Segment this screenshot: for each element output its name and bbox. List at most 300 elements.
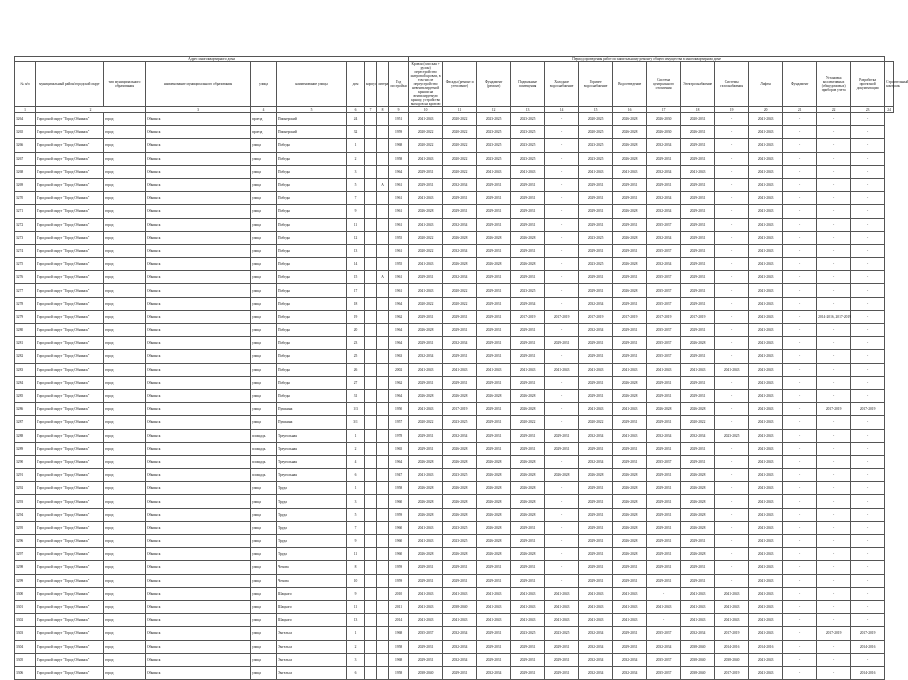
cell-period: 2029-2031 bbox=[545, 442, 579, 455]
cell-period: - bbox=[545, 455, 579, 468]
cell-ul: улица bbox=[251, 218, 277, 231]
cell-period: 2032-2034 bbox=[443, 627, 477, 640]
cell-period: - bbox=[817, 363, 851, 376]
table-row bbox=[15, 455, 894, 468]
cell-l bbox=[377, 521, 389, 534]
cell-id: 3287 bbox=[15, 416, 36, 429]
cell-god: 1961 bbox=[389, 178, 409, 191]
cell-ul: улица bbox=[251, 297, 277, 310]
cell-god: 1958 bbox=[389, 666, 409, 679]
cell-period: 2041-2043 bbox=[715, 600, 749, 613]
cell-period: 2029-2031 bbox=[511, 666, 545, 679]
cell-k bbox=[365, 337, 377, 350]
cell-period: - bbox=[715, 521, 749, 534]
cell-dom: 9 bbox=[347, 205, 365, 218]
cell-rai: Городской округ "Город Обнинск" bbox=[36, 442, 104, 455]
cell-period: 2029-2031 bbox=[511, 337, 545, 350]
cell-period: 2029-2031 bbox=[647, 574, 681, 587]
cell-tip: город bbox=[104, 614, 146, 627]
cell-name: Пушкина bbox=[277, 403, 347, 416]
cell-mo: Обнинск bbox=[146, 508, 251, 521]
cell-period: - bbox=[715, 482, 749, 495]
cell-name: Пионерский bbox=[277, 126, 347, 139]
cell-period: 2041-2043 bbox=[749, 587, 783, 600]
cell-rai: Городской округ "Город Обнинск" bbox=[36, 561, 104, 574]
table-row bbox=[15, 521, 894, 534]
cell-name: Шацкого bbox=[277, 587, 347, 600]
cell-period: - bbox=[783, 350, 817, 363]
cell-mo: Обнинск bbox=[146, 482, 251, 495]
cell-period: - bbox=[817, 416, 851, 429]
cell-ul: площадь bbox=[251, 469, 277, 482]
cell-period: 2026-2028 bbox=[409, 324, 443, 337]
cell-period: - bbox=[783, 469, 817, 482]
cell-god: 1961 bbox=[389, 205, 409, 218]
cell-god: 2014 bbox=[389, 614, 409, 627]
cell-mo: Обнинск bbox=[146, 653, 251, 666]
cell-rai: Городской округ "Город Обнинск" bbox=[36, 244, 104, 257]
cell-mo: Обнинск bbox=[146, 337, 251, 350]
cell-period: 2023-2025 bbox=[477, 139, 511, 152]
cell-period: 2029-2031 bbox=[443, 192, 477, 205]
cell-period: 2029-2031 bbox=[477, 561, 511, 574]
cell-ul: улица bbox=[251, 495, 277, 508]
cell-period: 2041-2043 bbox=[749, 442, 783, 455]
cell-period: 2023-2025 bbox=[511, 139, 545, 152]
cell-period: - bbox=[851, 548, 885, 561]
table-row bbox=[15, 666, 894, 679]
cell-name: Труда bbox=[277, 482, 347, 495]
cell-period: 2041-2043 bbox=[477, 600, 511, 613]
cell-period: 2029-2031 bbox=[613, 192, 647, 205]
table-row bbox=[15, 324, 894, 337]
cell-period: 2029-2031 bbox=[511, 640, 545, 653]
cell-period: 2029-2031 bbox=[409, 442, 443, 455]
cell-mo: Обнинск bbox=[146, 376, 251, 389]
cell-mo: Обнинск bbox=[146, 389, 251, 402]
cell-period: 2029-2031 bbox=[579, 271, 613, 284]
cell-period: 2026-2028 bbox=[409, 389, 443, 402]
cell-period: 2029-2031 bbox=[681, 139, 715, 152]
cell-god: 1961 bbox=[389, 192, 409, 205]
cell-period: - bbox=[817, 574, 851, 587]
table-row bbox=[15, 297, 894, 310]
cell-period: 2032-2034 bbox=[647, 429, 681, 442]
cell-period: 2014-2016, 2017-2019 bbox=[817, 310, 851, 323]
column-number: 15 bbox=[579, 107, 613, 113]
cell-ul: улица bbox=[251, 192, 277, 205]
cell-period: - bbox=[783, 231, 817, 244]
cell-period: 2029-2031 bbox=[613, 271, 647, 284]
cell-rai: Городской округ "Город Обнинск" bbox=[36, 482, 104, 495]
cell-period: 2041-2043 bbox=[511, 614, 545, 627]
cell-period: 2029-2031 bbox=[647, 482, 681, 495]
cell-period: 2032-2034 bbox=[579, 324, 613, 337]
cell-id: 3270 bbox=[15, 192, 36, 205]
cell-period: - bbox=[783, 165, 817, 178]
cell-period: - bbox=[817, 218, 851, 231]
cell-period: 2026-2028 bbox=[613, 548, 647, 561]
cell-period: 2041-2043 bbox=[409, 614, 443, 627]
cell-period: 2029-2031 bbox=[579, 350, 613, 363]
cell-l bbox=[377, 587, 389, 600]
cell-id: 3267 bbox=[15, 152, 36, 165]
cell-period: - bbox=[851, 455, 885, 468]
cell-mo: Обнинск bbox=[146, 113, 251, 126]
cell-mo: Обнинск bbox=[146, 192, 251, 205]
cell-k bbox=[365, 192, 377, 205]
cell-period: 2041-2043 bbox=[749, 337, 783, 350]
cell-period: - bbox=[545, 482, 579, 495]
cell-period: 2032-2034 bbox=[613, 653, 647, 666]
cell-tip: город bbox=[104, 600, 146, 613]
cell-period: 2017-2019 bbox=[545, 310, 579, 323]
column-header: Электроснабжение bbox=[681, 62, 715, 107]
cell-id: 3297 bbox=[15, 548, 36, 561]
cell-mo: Обнинск bbox=[146, 548, 251, 561]
table-row bbox=[15, 258, 894, 271]
cell-god: 1978 bbox=[389, 429, 409, 442]
cell-period: 2035-2037 bbox=[647, 324, 681, 337]
cell-god: 1968 bbox=[389, 627, 409, 640]
cell-l bbox=[377, 231, 389, 244]
cell-period: 2041-2043 bbox=[749, 482, 783, 495]
column-number: 12 bbox=[477, 107, 511, 113]
cell-period: - bbox=[817, 561, 851, 574]
cell-period: - bbox=[545, 389, 579, 402]
column-header: Подвальные помещения bbox=[511, 62, 545, 107]
cell-period: - bbox=[851, 192, 885, 205]
cell-k bbox=[365, 535, 377, 548]
cell-period: 2029-2031 bbox=[579, 548, 613, 561]
cell-period: - bbox=[545, 205, 579, 218]
cell-period: 2032-2034 bbox=[579, 429, 613, 442]
cell-tip: город bbox=[104, 561, 146, 574]
cell-period: - bbox=[715, 574, 749, 587]
cell-period: 2041-2043 bbox=[409, 600, 443, 613]
cell-name: Пушкина bbox=[277, 416, 347, 429]
cell-tip: город bbox=[104, 258, 146, 271]
cell-period: 2041-2043 bbox=[477, 363, 511, 376]
cell-period: - bbox=[545, 271, 579, 284]
cell-period: 2023-2025 bbox=[477, 113, 511, 126]
cell-period: - bbox=[783, 521, 817, 534]
cell-period: - bbox=[715, 310, 749, 323]
cell-period: 2029-2031 bbox=[409, 561, 443, 574]
cell-period: 2023-2025 bbox=[511, 284, 545, 297]
cell-period: - bbox=[817, 469, 851, 482]
cell-id: 3302 bbox=[15, 614, 36, 627]
cell-period: 2029-2031 bbox=[477, 297, 511, 310]
cell-rai: Городской округ "Город Обнинск" bbox=[36, 192, 104, 205]
cell-period: - bbox=[545, 416, 579, 429]
cell-period: 2029-2031 bbox=[613, 574, 647, 587]
cell-k bbox=[365, 482, 377, 495]
cell-period: 2041-2043 bbox=[749, 548, 783, 561]
column-header: дом bbox=[347, 62, 365, 107]
cell-period: - bbox=[647, 614, 681, 627]
cell-period: 2029-2031 bbox=[647, 442, 681, 455]
column-number: 5 bbox=[277, 107, 347, 113]
cell-period: 2029-2031 bbox=[477, 244, 511, 257]
cell-period: 2041-2043 bbox=[749, 324, 783, 337]
column-number: 10 bbox=[409, 107, 443, 113]
cell-period: 2029-2031 bbox=[443, 574, 477, 587]
cell-dom: 27 bbox=[347, 376, 365, 389]
cell-id: 3281 bbox=[15, 337, 36, 350]
cell-mo: Обнинск bbox=[146, 284, 251, 297]
cell-period: 2029-2031 bbox=[511, 218, 545, 231]
cell-period: - bbox=[715, 205, 749, 218]
cell-rai: Городской округ "Город Обнинск" bbox=[36, 297, 104, 310]
cell-period: 2029-2031 bbox=[511, 192, 545, 205]
cell-period: - bbox=[545, 574, 579, 587]
cell-period: - bbox=[715, 271, 749, 284]
cell-period: 2041-2043 bbox=[681, 614, 715, 627]
cell-period: 2035-2037 bbox=[409, 627, 443, 640]
cell-god: 1957 bbox=[389, 416, 409, 429]
cell-name: Чехова bbox=[277, 574, 347, 587]
cell-god: 1961 bbox=[389, 271, 409, 284]
cell-period: - bbox=[817, 258, 851, 271]
cell-period: 2032-2034 bbox=[681, 429, 715, 442]
cell-period: 2026-2028 bbox=[613, 205, 647, 218]
table-row bbox=[15, 337, 894, 350]
cell-period: 2029-2031 bbox=[409, 310, 443, 323]
cell-period: 2032-2034 bbox=[579, 627, 613, 640]
column-number: 1 bbox=[15, 107, 36, 113]
cell-name: Треугольная bbox=[277, 455, 347, 468]
cell-period: 2026-2028 bbox=[477, 258, 511, 271]
cell-rai: Городской округ "Город Обнинск" bbox=[36, 455, 104, 468]
cell-period: - bbox=[851, 271, 885, 284]
cell-period: 2026-2028 bbox=[511, 403, 545, 416]
cell-god: 1958 bbox=[389, 640, 409, 653]
cell-period: 2041-2043 bbox=[749, 218, 783, 231]
cell-id: 3271 bbox=[15, 205, 36, 218]
cell-period: 2041-2043 bbox=[749, 600, 783, 613]
cell-period: 2029-2031 bbox=[579, 495, 613, 508]
cell-period: 2029-2031 bbox=[443, 376, 477, 389]
cell-period: 2029-2031 bbox=[409, 337, 443, 350]
column-header: тип муниципального образования bbox=[104, 62, 146, 107]
cell-k bbox=[365, 297, 377, 310]
cell-id: 3305 bbox=[15, 653, 36, 666]
cell-period: - bbox=[851, 231, 885, 244]
cell-ul: улица bbox=[251, 508, 277, 521]
cell-period: 2026-2028 bbox=[613, 126, 647, 139]
cell-l bbox=[377, 508, 389, 521]
cell-period: 2017-2019 bbox=[681, 310, 715, 323]
cell-period: 2041-2043 bbox=[477, 587, 511, 600]
cell-l bbox=[377, 482, 389, 495]
cell-period: 2041-2043 bbox=[409, 152, 443, 165]
cell-period: 2014-2016 bbox=[851, 640, 885, 653]
cell-period: - bbox=[851, 218, 885, 231]
cell-period: - bbox=[545, 178, 579, 191]
cell-period: 2041-2043 bbox=[715, 363, 749, 376]
cell-period: - bbox=[851, 574, 885, 587]
cell-period: 2041-2043 bbox=[749, 627, 783, 640]
cell-mo: Обнинск bbox=[146, 231, 251, 244]
cell-period: 2029-2031 bbox=[477, 350, 511, 363]
table-header bbox=[15, 57, 908, 113]
cell-period: 2041-2043 bbox=[579, 614, 613, 627]
cell-tip: город bbox=[104, 416, 146, 429]
cell-dom: 19 bbox=[347, 310, 365, 323]
cell-id: 3276 bbox=[15, 271, 36, 284]
cell-period: 2038-2040 bbox=[715, 653, 749, 666]
cell-period: 2029-2031 bbox=[613, 442, 647, 455]
cell-rai: Городской округ "Город Обнинск" bbox=[36, 165, 104, 178]
cell-k bbox=[365, 587, 377, 600]
cell-rai: Городской округ "Город Обнинск" bbox=[36, 113, 104, 126]
cell-period: 2032-2034 bbox=[477, 666, 511, 679]
cell-period: 2029-2034 bbox=[511, 297, 545, 310]
cell-period: - bbox=[817, 244, 851, 257]
cell-dom: 32 bbox=[347, 126, 365, 139]
cell-period: - bbox=[783, 244, 817, 257]
cell-id: 3295 bbox=[15, 521, 36, 534]
cell-l bbox=[377, 165, 389, 178]
cell-period: 2032-2034 bbox=[647, 231, 681, 244]
cell-period: 2029-2031 bbox=[477, 178, 511, 191]
cell-period: 2041-2043 bbox=[749, 126, 783, 139]
cell-period: 2020-2025 bbox=[579, 113, 613, 126]
cell-period: 2038-2040 bbox=[443, 600, 477, 613]
cell-period: - bbox=[715, 284, 749, 297]
cell-period: 2023-2025 bbox=[443, 416, 477, 429]
cell-ul: улица bbox=[251, 403, 277, 416]
cell-period: 2020-2022 bbox=[409, 139, 443, 152]
cell-id: 3274 bbox=[15, 244, 36, 257]
cell-rai: Городской округ "Город Обнинск" bbox=[36, 495, 104, 508]
cell-rai: Городской округ "Город Обнинск" bbox=[36, 574, 104, 587]
cell-period: 2029-2031 bbox=[511, 442, 545, 455]
table-row bbox=[15, 310, 894, 323]
cell-period: - bbox=[851, 508, 885, 521]
cell-period: 2041-2043 bbox=[613, 363, 647, 376]
cell-ul: улица bbox=[251, 337, 277, 350]
cell-god: 2002 bbox=[389, 363, 409, 376]
cell-dom: 17 bbox=[347, 284, 365, 297]
cell-period: 2041-2043 bbox=[715, 614, 749, 627]
cell-ul: улица bbox=[251, 653, 277, 666]
cell-name: Победы bbox=[277, 139, 347, 152]
cell-period: 2041-2043 bbox=[545, 363, 579, 376]
cell-tip: город bbox=[104, 271, 146, 284]
table-row bbox=[15, 350, 894, 363]
cell-period: - bbox=[851, 376, 885, 389]
cell-period: 2029-2031 bbox=[511, 376, 545, 389]
cell-mo: Обнинск bbox=[146, 455, 251, 468]
cell-period: - bbox=[783, 403, 817, 416]
cell-period: 2020-2022 bbox=[681, 416, 715, 429]
cell-period: - bbox=[715, 376, 749, 389]
cell-period: - bbox=[817, 376, 851, 389]
column-header: литера bbox=[377, 62, 389, 107]
cell-tip: город bbox=[104, 152, 146, 165]
cell-rai: Городской округ "Город Обнинск" bbox=[36, 389, 104, 402]
cell-period: 2041-2043 bbox=[749, 350, 783, 363]
cell-god: 1963 bbox=[389, 350, 409, 363]
cell-mo: Обнинск bbox=[146, 587, 251, 600]
cell-name: Победы bbox=[277, 205, 347, 218]
cell-k bbox=[365, 244, 377, 257]
cell-period: - bbox=[851, 535, 885, 548]
cell-period: 2026-2028 bbox=[477, 495, 511, 508]
cell-mo: Обнинск bbox=[146, 258, 251, 271]
column-number: 9 bbox=[389, 107, 409, 113]
cell-period: 2041-2043 bbox=[749, 429, 783, 442]
cell-rai: Городской округ "Город Обнинск" bbox=[36, 363, 104, 376]
column-number: 13 bbox=[511, 107, 545, 113]
cell-name: Победы bbox=[277, 218, 347, 231]
cell-mo: Обнинск bbox=[146, 614, 251, 627]
cell-period: 2026-2028 bbox=[613, 482, 647, 495]
cell-period: 2041-2043 bbox=[681, 363, 715, 376]
cell-period: - bbox=[783, 284, 817, 297]
column-header: Кровля (плоская + рулон) перестройство шатровой кровли, в том числе переустройство невентилируемой крыши на вентилируемую крышу, устройство выходов на кровлю bbox=[409, 62, 443, 107]
cell-l bbox=[377, 389, 389, 402]
cell-mo: Обнинск bbox=[146, 521, 251, 534]
table-row bbox=[15, 600, 894, 613]
cell-period: 2029-2031 bbox=[613, 455, 647, 468]
cell-period: - bbox=[817, 429, 851, 442]
cell-period: 2029-2031 bbox=[545, 429, 579, 442]
cell-period: 2041-2043 bbox=[443, 363, 477, 376]
cell-period: - bbox=[715, 244, 749, 257]
cell-period: - bbox=[783, 429, 817, 442]
cell-period: 2026-2028 bbox=[681, 482, 715, 495]
cell-id: 3290 bbox=[15, 455, 36, 468]
cell-rai: Городской округ "Город Обнинск" bbox=[36, 627, 104, 640]
cell-period: - bbox=[817, 653, 851, 666]
cell-period: 2029-2031 bbox=[579, 561, 613, 574]
cell-id: 3296 bbox=[15, 535, 36, 548]
cell-l bbox=[377, 192, 389, 205]
cell-name: Треугольная bbox=[277, 469, 347, 482]
cell-tip: город bbox=[104, 548, 146, 561]
cell-period: 2032-2034 bbox=[579, 640, 613, 653]
cell-k bbox=[365, 152, 377, 165]
cell-l bbox=[377, 640, 389, 653]
cell-ul: улица bbox=[251, 548, 277, 561]
cell-period: 2029-2031 bbox=[477, 416, 511, 429]
cell-tip: город bbox=[104, 324, 146, 337]
column-number: 3 bbox=[146, 107, 251, 113]
cell-period: - bbox=[783, 442, 817, 455]
column-number: 23 bbox=[851, 107, 885, 113]
table-row bbox=[15, 535, 894, 548]
cell-period: - bbox=[817, 113, 851, 126]
cell-period: 2041-2043 bbox=[579, 587, 613, 600]
cell-period: 2041-2043 bbox=[579, 165, 613, 178]
column-header: Фундамент (ремонт) bbox=[477, 62, 511, 107]
cell-ul: улица bbox=[251, 231, 277, 244]
cell-period: 2041-2043 bbox=[749, 614, 783, 627]
cell-mo: Обнинск bbox=[146, 442, 251, 455]
cell-period: - bbox=[851, 205, 885, 218]
cell-period: - bbox=[817, 455, 851, 468]
cell-period: 2035-2037 bbox=[647, 627, 681, 640]
cell-id: 3264 bbox=[15, 113, 36, 126]
cell-ul: улица bbox=[251, 258, 277, 271]
cell-period: 2029-2031 bbox=[409, 165, 443, 178]
cell-period: - bbox=[851, 310, 885, 323]
cell-period: - bbox=[783, 337, 817, 350]
cell-period: 2026-2028 bbox=[681, 403, 715, 416]
